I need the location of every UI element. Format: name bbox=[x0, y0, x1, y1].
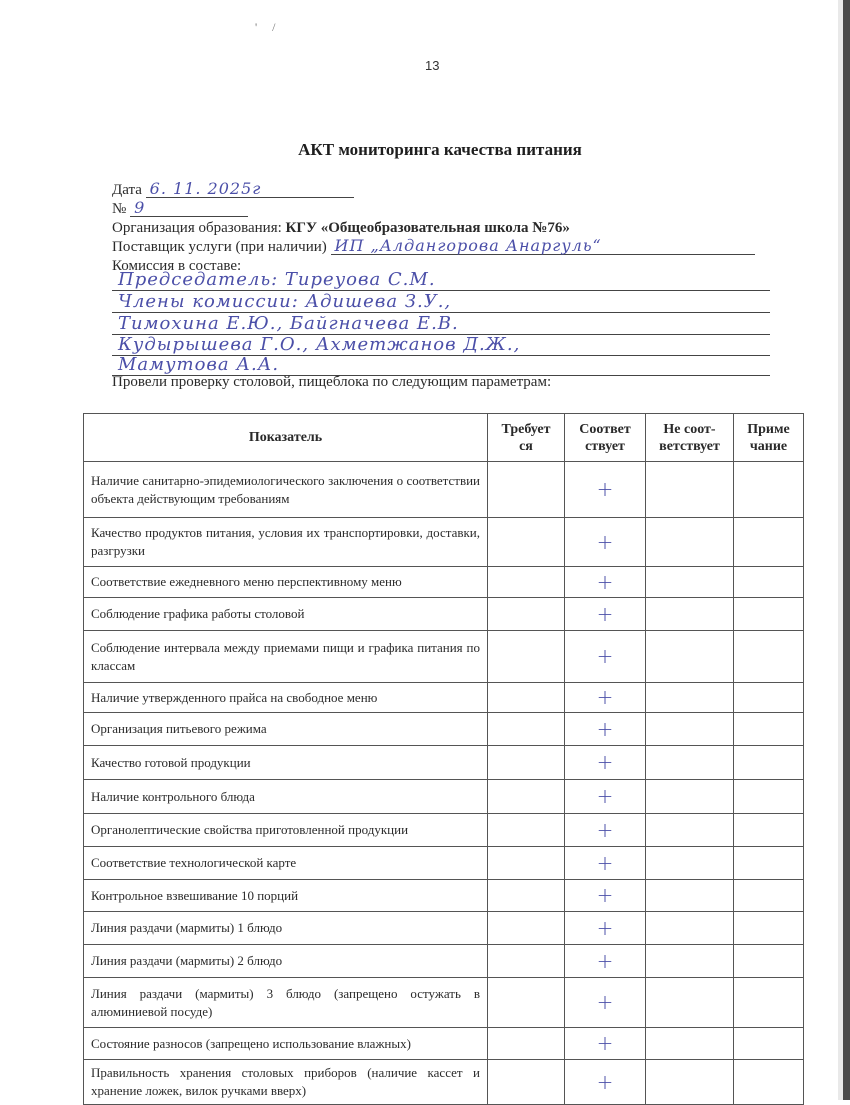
not-complies-cell bbox=[646, 912, 734, 945]
header-indicator: Показатель bbox=[84, 414, 488, 462]
table-row bbox=[84, 713, 804, 746]
not-complies-cell bbox=[646, 713, 734, 746]
header-note-line: чание bbox=[749, 438, 788, 454]
required-cell bbox=[488, 978, 565, 1028]
organization-value: КГУ «Общеобразовательная школа №76» bbox=[285, 220, 570, 236]
note-cell bbox=[734, 631, 804, 683]
required-cell bbox=[488, 814, 565, 847]
required-cell bbox=[488, 1060, 565, 1105]
document-title: АКТ мониторинга качества питания bbox=[298, 140, 582, 159]
table-row bbox=[84, 780, 804, 814]
number-value: 9 bbox=[130, 200, 248, 217]
note-cell bbox=[734, 780, 804, 814]
header-complies-line: ствует bbox=[585, 438, 625, 454]
not-complies-cell bbox=[646, 631, 734, 683]
note-cell bbox=[734, 598, 804, 631]
not-complies-cell bbox=[646, 683, 734, 713]
commission-line bbox=[112, 312, 770, 335]
note-cell bbox=[734, 912, 804, 945]
note-cell bbox=[734, 847, 804, 880]
header-complies-line: Соответ bbox=[579, 421, 631, 437]
required-cell bbox=[488, 631, 565, 683]
supplier-label: Поставщик услуги (при наличии) bbox=[112, 239, 327, 255]
table-header-row bbox=[84, 414, 804, 462]
complies-cell bbox=[565, 518, 646, 567]
complies-cell bbox=[565, 746, 646, 780]
header-not-complies bbox=[646, 414, 734, 462]
table-body bbox=[84, 462, 804, 1105]
note-cell bbox=[734, 683, 804, 713]
note-cell bbox=[734, 880, 804, 912]
complies-cell bbox=[565, 945, 646, 978]
indicator-cell: Соблюдение графика работы столовой bbox=[84, 598, 488, 631]
required-cell bbox=[488, 567, 565, 598]
header-not-complies-line: ветствует bbox=[659, 438, 720, 454]
complies-cell bbox=[565, 847, 646, 880]
supplier-value: ИП „Алдангорова Анаргуль“ bbox=[331, 238, 755, 255]
commission-text: Мамутова А.А. bbox=[118, 354, 280, 375]
check-mark: + bbox=[596, 1069, 614, 1094]
commission-line bbox=[112, 268, 770, 291]
required-cell bbox=[488, 518, 565, 567]
indicator-cell: Контрольное взвешивание 10 порций bbox=[84, 880, 488, 912]
indicator-cell: Организация питьевого режима bbox=[84, 713, 488, 746]
commission-line bbox=[112, 290, 770, 313]
note-cell bbox=[734, 518, 804, 567]
scan-specks: ' / bbox=[255, 20, 282, 34]
check-mark: + bbox=[596, 915, 614, 940]
table-row bbox=[84, 746, 804, 780]
table-row bbox=[84, 814, 804, 847]
complies-cell bbox=[565, 462, 646, 518]
note-cell bbox=[734, 713, 804, 746]
note-cell bbox=[734, 746, 804, 780]
check-mark: + bbox=[596, 817, 614, 842]
indicator-cell: Правильность хранения столовых приборов (наличие кассет и хранение ложек, вилок ручками вверх) bbox=[84, 1060, 488, 1105]
not-complies-cell bbox=[646, 880, 734, 912]
complies-cell bbox=[565, 598, 646, 631]
table-row bbox=[84, 567, 804, 598]
note-cell bbox=[734, 814, 804, 847]
indicator-cell: Качество готовой продукции bbox=[84, 746, 488, 780]
indicator-cell: Качество продуктов питания, условия их транспортировки, доставки, разгрузки bbox=[84, 518, 488, 567]
not-complies-cell bbox=[646, 1028, 734, 1060]
table-row bbox=[84, 847, 804, 880]
indicator-cell: Соблюдение интервала между приемами пищи и графика питания по классам bbox=[84, 631, 488, 683]
not-complies-cell bbox=[646, 746, 734, 780]
not-complies-cell bbox=[646, 598, 734, 631]
commission-text: Кудырышева Г.О., Ахметжанов Д.Ж., bbox=[118, 334, 521, 355]
required-cell bbox=[488, 780, 565, 814]
supplier-row bbox=[112, 238, 755, 256]
table-row bbox=[84, 462, 804, 518]
number-label: № bbox=[112, 201, 127, 217]
check-mark: + bbox=[596, 750, 614, 774]
date-value: 6. 11. 2025г bbox=[146, 181, 354, 198]
organization-row bbox=[112, 220, 570, 237]
check-mark: + bbox=[596, 477, 614, 501]
complies-cell bbox=[565, 978, 646, 1028]
complies-cell bbox=[565, 1060, 646, 1105]
not-complies-cell bbox=[646, 978, 734, 1028]
check-mark: + bbox=[596, 644, 614, 668]
inspection-table bbox=[83, 413, 804, 1105]
required-cell bbox=[488, 945, 565, 978]
number-row bbox=[112, 200, 248, 218]
commission-text: Тимохина Е.Ю., Байгначева Е.В. bbox=[118, 313, 459, 334]
header-required-line: ся bbox=[519, 438, 533, 454]
not-complies-cell bbox=[646, 518, 734, 567]
required-cell bbox=[488, 847, 565, 880]
complies-cell bbox=[565, 567, 646, 598]
indicator-cell: Наличие санитарно-эпидемиологического заключения о соответствии объекта действующим требованиям bbox=[84, 462, 488, 518]
table-row bbox=[84, 518, 804, 567]
complies-cell bbox=[565, 880, 646, 912]
indicator-cell: Линия раздачи (мармиты) 3 блюдо (запрещено остужать в алюминиевой посуде) bbox=[84, 978, 488, 1028]
indicator-cell: Наличие утвержденного прайса на свободное меню bbox=[84, 683, 488, 713]
header-not-complies-line: Не соот- bbox=[663, 421, 716, 437]
check-mark: + bbox=[596, 716, 614, 741]
commission-text: Члены комиссии: Адишева З.У., bbox=[118, 291, 452, 312]
complies-cell bbox=[565, 912, 646, 945]
complies-cell bbox=[565, 713, 646, 746]
table-row bbox=[84, 1060, 804, 1105]
indicator-cell: Соответствие ежедневного меню перспективному меню bbox=[84, 567, 488, 598]
not-complies-cell bbox=[646, 847, 734, 880]
check-mark: + bbox=[596, 601, 614, 626]
note-cell bbox=[734, 567, 804, 598]
check-mark: + bbox=[596, 883, 614, 907]
commission-line bbox=[112, 353, 770, 376]
page-number: 13 bbox=[425, 58, 440, 73]
date-row bbox=[112, 181, 354, 199]
commission-text: Председатель: Тиреуова С.М. bbox=[118, 269, 436, 290]
header-note-line: Приме bbox=[747, 421, 790, 437]
commission-label: Комиссия в составе: bbox=[112, 258, 242, 274]
check-mark: + bbox=[596, 569, 614, 594]
indicator-cell: Соответствие технологической карте bbox=[84, 847, 488, 880]
table-row bbox=[84, 1028, 804, 1060]
complies-cell bbox=[565, 1028, 646, 1060]
indicator-cell: Линия раздачи (мармиты) 2 блюдо bbox=[84, 945, 488, 978]
date-label: Дата bbox=[112, 182, 142, 198]
check-mark: + bbox=[596, 948, 614, 973]
check-mark: + bbox=[596, 529, 614, 554]
not-complies-cell bbox=[646, 462, 734, 518]
not-complies-cell bbox=[646, 567, 734, 598]
required-cell bbox=[488, 462, 565, 518]
indicator-cell: Органолептические свойства приготовленной продукции bbox=[84, 814, 488, 847]
header-required-line: Требует bbox=[501, 421, 551, 437]
complies-cell bbox=[565, 631, 646, 683]
organization-label: Организация образования: bbox=[112, 220, 282, 236]
required-cell bbox=[488, 880, 565, 912]
indicator-cell: Состояние разносов (запрещено использование влажных) bbox=[84, 1028, 488, 1060]
table-row bbox=[84, 880, 804, 912]
note-cell bbox=[734, 1028, 804, 1060]
not-complies-cell bbox=[646, 1060, 734, 1105]
inspection-intro: Провели проверку столовой, пищеблока по следующим параметрам: bbox=[112, 374, 552, 390]
required-cell bbox=[488, 912, 565, 945]
required-cell bbox=[488, 683, 565, 713]
check-mark: + bbox=[596, 990, 614, 1014]
complies-cell bbox=[565, 814, 646, 847]
table-row bbox=[84, 978, 804, 1028]
scan-edge-strip bbox=[843, 0, 850, 1100]
table-row bbox=[84, 912, 804, 945]
header-note bbox=[734, 414, 804, 462]
required-cell bbox=[488, 713, 565, 746]
note-cell bbox=[734, 945, 804, 978]
table-row bbox=[84, 683, 804, 713]
not-complies-cell bbox=[646, 814, 734, 847]
note-cell bbox=[734, 978, 804, 1028]
not-complies-cell bbox=[646, 780, 734, 814]
not-complies-cell bbox=[646, 945, 734, 978]
header-complies bbox=[565, 414, 646, 462]
check-mark: + bbox=[596, 685, 614, 709]
required-cell bbox=[488, 746, 565, 780]
check-mark: + bbox=[596, 1031, 614, 1055]
table-row bbox=[84, 598, 804, 631]
table-row bbox=[84, 945, 804, 978]
note-cell bbox=[734, 1060, 804, 1105]
required-cell bbox=[488, 598, 565, 631]
check-mark: + bbox=[596, 784, 614, 808]
required-cell bbox=[488, 1028, 565, 1060]
check-mark: + bbox=[596, 850, 614, 875]
indicator-cell: Линия раздачи (мармиты) 1 блюдо bbox=[84, 912, 488, 945]
table-row bbox=[84, 631, 804, 683]
header-required bbox=[488, 414, 565, 462]
complies-cell bbox=[565, 683, 646, 713]
complies-cell bbox=[565, 780, 646, 814]
note-cell bbox=[734, 462, 804, 518]
indicator-cell: Наличие контрольного блюда bbox=[84, 780, 488, 814]
